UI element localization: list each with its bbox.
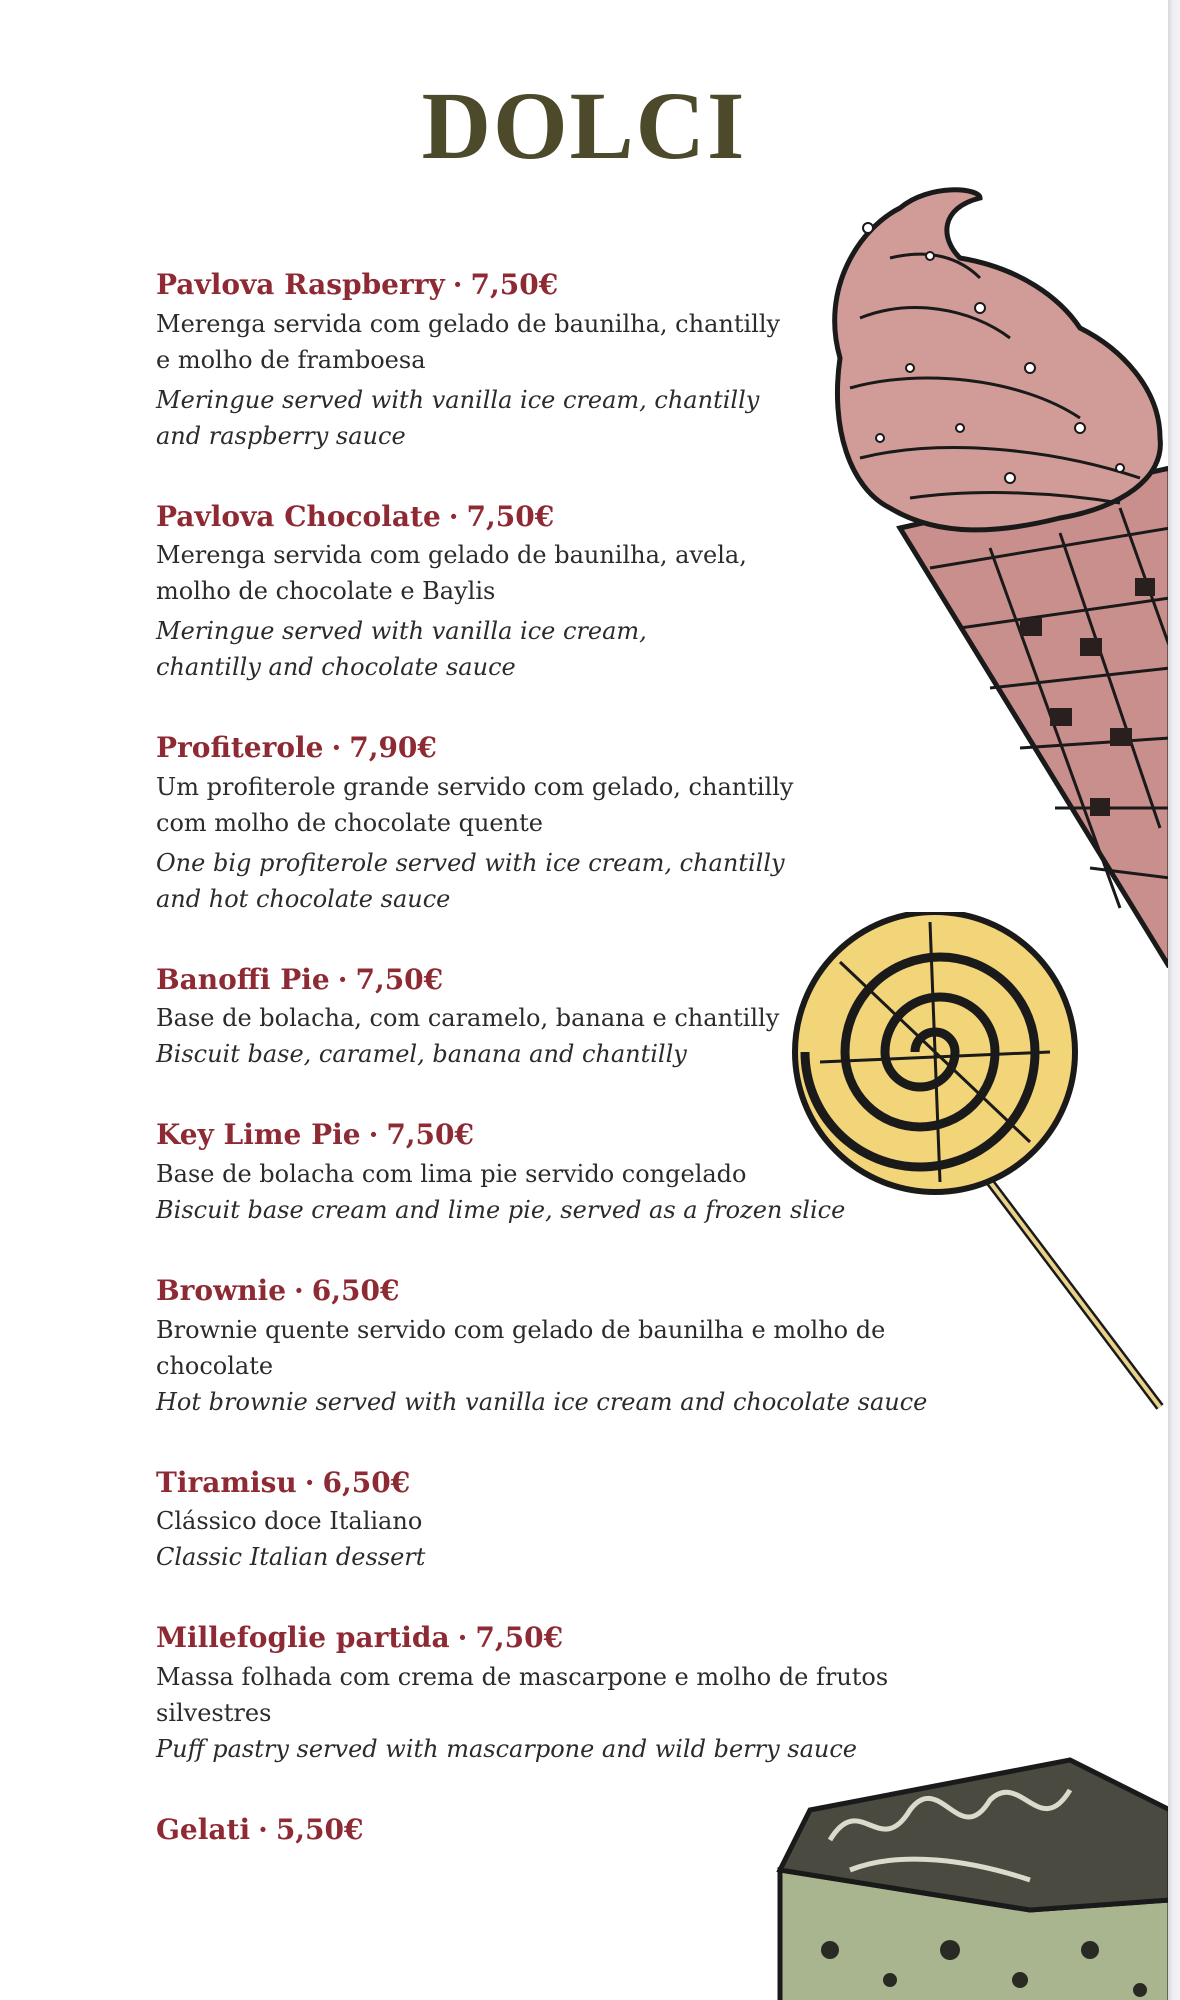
item-heading: Millefoglie partida · 7,50€ (156, 1621, 564, 1655)
item-heading: Pavlova Raspberry · 7,50€ (156, 268, 559, 301)
menu-item (156, 963, 996, 1073)
menu-item (156, 500, 996, 686)
item-name: Key Lime Pie (156, 1118, 361, 1152)
item-price: 7,90€ (349, 731, 437, 765)
item-description-pt: Brownie quente servido com gelado de baunilha e molho de chocolate (156, 1315, 886, 1380)
dessert-list (156, 268, 996, 1892)
item-name: Pavlova Raspberry (156, 268, 445, 301)
item-description-pt: Merenga servida com gelado de baunilha, chantilly e molho de framboesa (156, 309, 781, 374)
item-heading: Banoffi Pie · 7,50€ (156, 962, 444, 996)
item-price: 7,50€ (466, 499, 555, 533)
menu-item (156, 731, 996, 917)
menu-item (156, 268, 996, 454)
item-heading: Brownie · 6,50€ (156, 1273, 400, 1307)
item-description-en: Meringue served with vanilla ice cream, chantilly and chocolate sauce (156, 617, 647, 682)
item-description-pt: Base de bolacha com lima pie servido congelado (156, 1159, 747, 1188)
item-name: Gelati (156, 1812, 251, 1846)
page-edge (1168, 0, 1180, 2000)
item-heading: Profiterole · 7,90€ (156, 731, 437, 765)
item-description-pt: Base de bolacha, com caramelo, banana e chantilly (156, 1004, 780, 1033)
item-description-en: Classic Italian dessert (156, 1543, 426, 1572)
item-description-en: Biscuit base cream and lime pie, served as a frozen slice (156, 1195, 846, 1224)
item-description-pt: Merenga servida com gelado de baunilha, avela, molho de chocolate e Baylis (156, 541, 747, 606)
item-name: Brownie (156, 1273, 287, 1307)
item-description-en: Puff pastry served with mascarpone and wild berry sauce (156, 1734, 858, 1763)
item-price: 6,50€ (311, 1273, 400, 1307)
item-name: Millefoglie partida (156, 1621, 450, 1655)
item-name: Pavlova Chocolate (156, 499, 441, 533)
menu-item (156, 1274, 996, 1420)
menu-item (156, 1466, 996, 1576)
item-description-pt: Massa folhada com crema de mascarpone e molho de frutos silvestres (156, 1662, 889, 1727)
item-name: Banoffi Pie (156, 962, 330, 996)
item-price: 7,50€ (470, 268, 559, 301)
item-heading: Gelati · 5,50€ (156, 1812, 364, 1846)
item-heading: Key Lime Pie · 7,50€ (156, 1118, 475, 1152)
item-description-pt: Clássico doce Italiano (156, 1507, 423, 1536)
item-description-en: Meringue served with vanilla ice cream, chantilly and raspberry sauce (156, 385, 760, 450)
item-heading: Tiramisu · 6,50€ (156, 1465, 411, 1499)
item-description-en: Hot brownie served with vanilla ice cream and chocolate sauce (156, 1387, 928, 1416)
item-price: 5,50€ (275, 1812, 364, 1846)
item-price: 7,50€ (475, 1621, 564, 1655)
menu-title: DOLCI (421, 72, 747, 179)
item-description-en: One big profiterole served with ice cream, chantilly and hot chocolate sauce (156, 848, 785, 913)
item-description-en: Biscuit base, caramel, banana and chantilly (156, 1040, 687, 1069)
menu-item (156, 1621, 996, 1767)
item-heading: Pavlova Chocolate · 7,50€ (156, 499, 555, 533)
item-name: Tiramisu (156, 1465, 297, 1499)
item-name: Profiterole (156, 731, 324, 765)
item-description-pt: Um profiterole grande servido com gelado, chantilly com molho de chocolate quente (156, 772, 794, 837)
menu-item (156, 1118, 996, 1228)
item-price: 7,50€ (355, 962, 444, 996)
item-price: 7,50€ (386, 1118, 475, 1152)
item-price: 6,50€ (322, 1465, 411, 1499)
menu-item (156, 1813, 996, 1847)
